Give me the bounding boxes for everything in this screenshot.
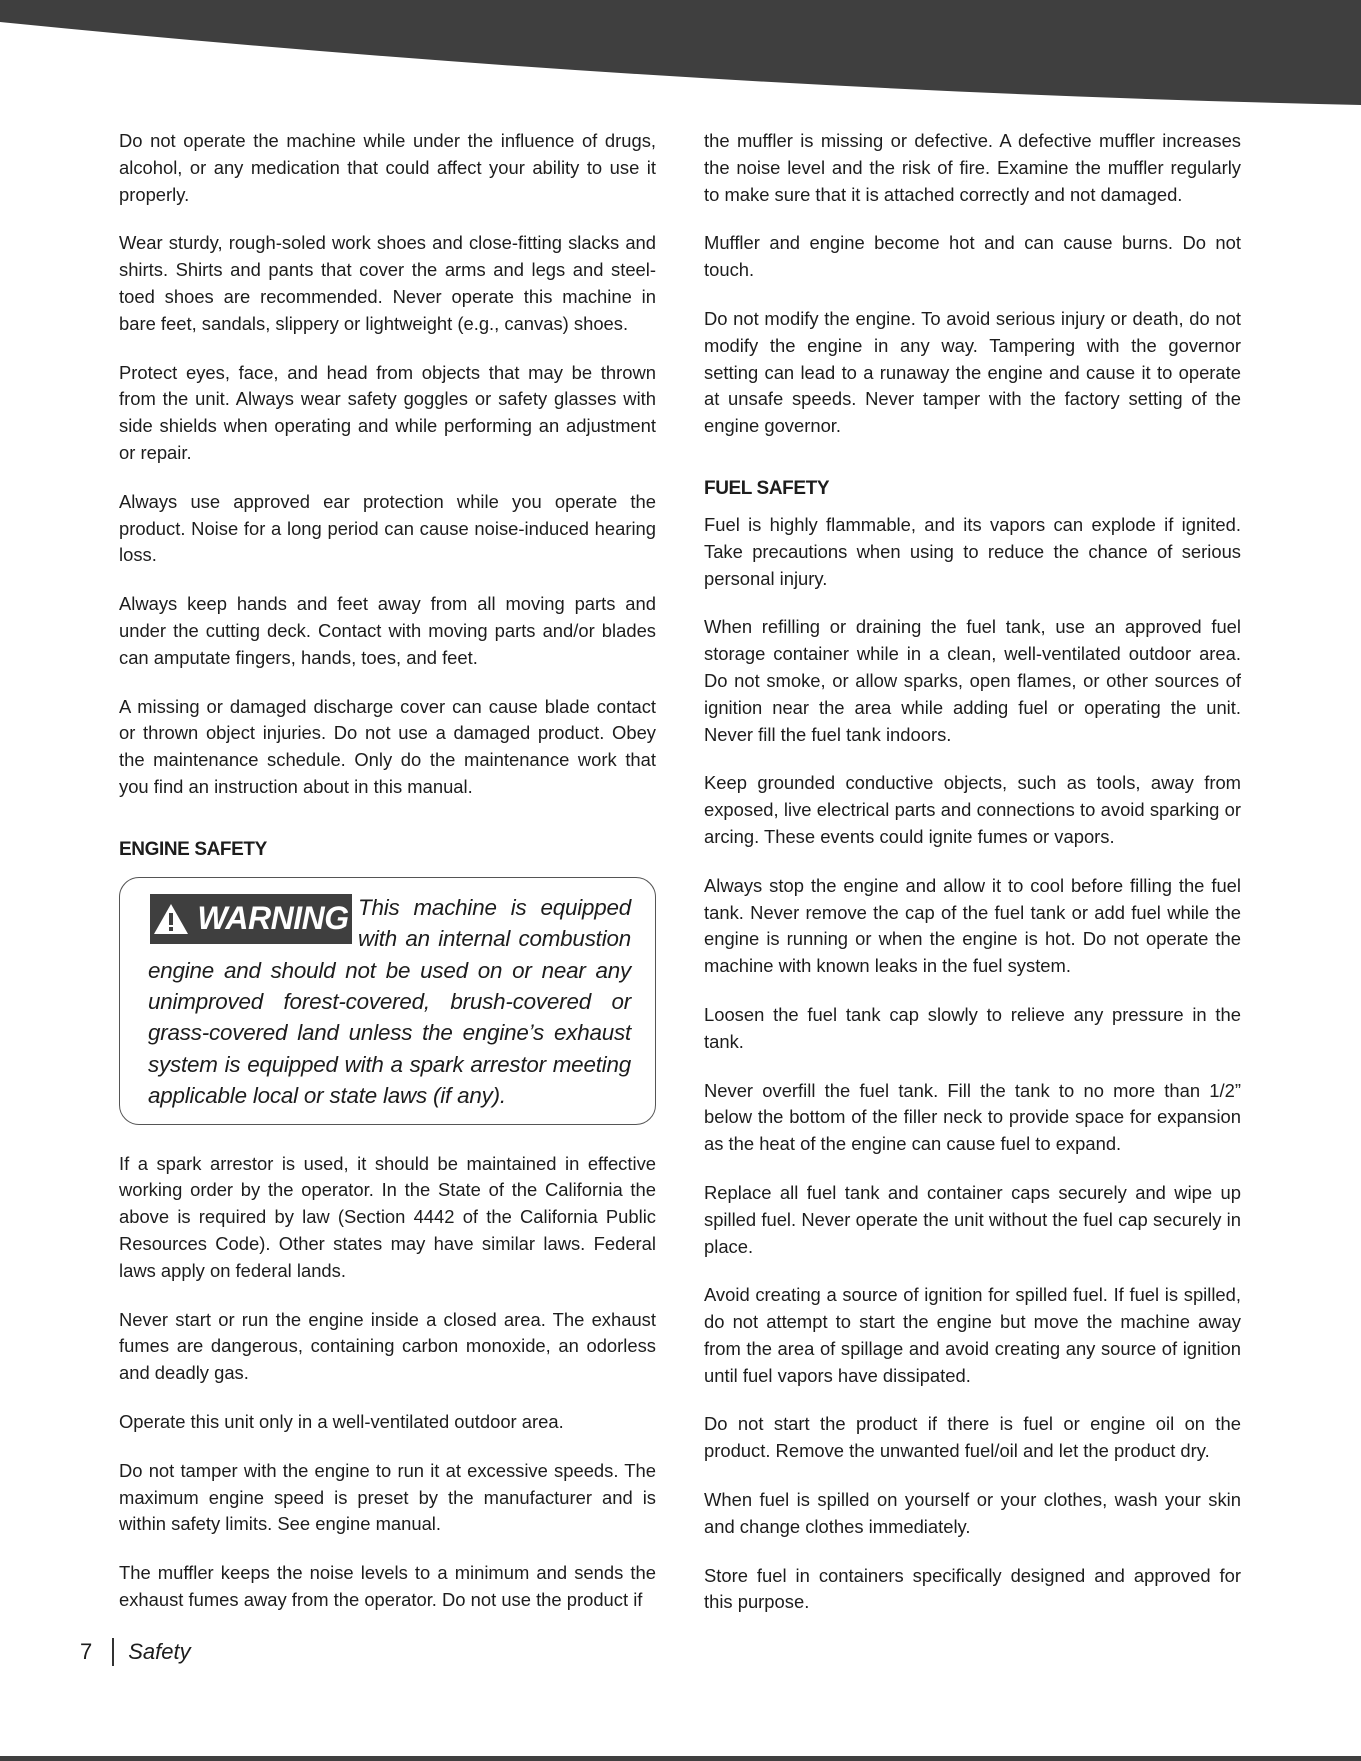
body-paragraph: the muffler is missing or defective. A defective muffler increases the noise level and the risk of fire. Examine the muffler regularly to make sure that it is attached correctly and not damaged. — [704, 130, 1241, 205]
left-column — [119, 128, 656, 1636]
body-paragraph: The muffler keeps the noise levels to a minimum and sends the exhaust fumes away from the operator. Do not use the product if — [119, 1562, 656, 1610]
warning-box — [119, 877, 656, 1125]
page-footer — [80, 1638, 191, 1666]
body-paragraph: Avoid creating a source of ignition for spilled fuel. If fuel is spilled, do not attempt to start the engine but move the machine away from the area of spillage and avoid creating any source of ignition until fuel vapors have dissipated. — [704, 1284, 1241, 1386]
body-paragraph: Fuel is highly flammable, and its vapors can explode if ignited. Take precautions when using to reduce the chance of serious personal injury. — [704, 513, 1241, 589]
body-paragraph: Protect eyes, face, and head from objects that may be thrown from the unit. Always wear safety goggles or safety glasses with side shields when operating and while performing an adjustment or repair. — [119, 361, 656, 463]
body-paragraph: Do not tamper with the engine to run it at excessive speeds. The maximum engine speed is preset by the manufacturer and is within safety limits. See engine manual. — [119, 1459, 656, 1535]
header-band — [0, 0, 1361, 110]
body-paragraph: Always use approved ear protection while you operate the product. Noise for a long period can cause noise-induced hearing loss. — [119, 490, 656, 566]
body-paragraph: Operate this unit only in a well-ventilated outdoor area. — [119, 1410, 564, 1432]
warning-text: This machine is equipped with an internal combustion engine and should not be used on or near any unimproved forest-covered, brush-covered or grass-covered land unless the engine’s exhaust system is equipped with a spark arrestor meeting applicable local or state laws (if any). — [148, 894, 631, 1109]
body-paragraph: When fuel is spilled on yourself or your clothes, wash your skin and change clothes immediately. — [704, 1489, 1241, 1537]
body-paragraph: Keep grounded conductive objects, such as tools, away from exposed, live electrical parts and connections to avoid sparking or arcing. These events could ignite fumes or vapors. — [704, 772, 1241, 847]
warning-badge-label: WARNING — [197, 900, 349, 937]
body-paragraph: Do not operate the machine while under the influence of drugs, alcohol, or any medication that could affect your ability to use it properly. — [119, 130, 656, 205]
body-paragraph: A missing or damaged discharge cover can cause blade contact or thrown object injuries. Do not use a damaged product. Obey the maintenance schedule. Only do the maintenance work that you find an instruction about in this manual. — [119, 695, 656, 797]
engine-safety-heading: ENGINE SAFETY — [119, 838, 267, 860]
right-column — [704, 128, 1241, 1638]
body-paragraph: Never start or run the engine inside a closed area. The exhaust fumes are dangerous, containing carbon monoxide, an odorless and deadly gas. — [119, 1308, 656, 1384]
body-paragraph: Always keep hands and feet away from all moving parts and under the cutting deck. Contact with moving parts and/or blades can amputate fingers, hands, toes, and feet. — [119, 593, 656, 668]
body-paragraph: Replace all fuel tank and container caps securely and wipe up spilled fuel. Never operate the unit without the fuel cap securely in place. — [704, 1181, 1241, 1257]
body-paragraph: Never overfill the fuel tank. Fill the tank to no more than 1/2” below the bottom of the filler neck to provide space for expansion as the heat of the engine can cause fuel to expand. — [704, 1079, 1241, 1155]
body-paragraph: Muffler and engine become hot and can cause burns. Do not touch. — [704, 232, 1241, 281]
body-paragraph: If a spark arrestor is used, it should be maintained in effective working order by the operator. In the State of the California the above is required by law (Section 4442 of the California Public Resources Code). Other states may have similar laws. Federal laws apply on federal lands. — [119, 1152, 656, 1281]
warning-triangle-icon — [153, 903, 189, 935]
body-paragraph: Do not modify the engine. To avoid serious injury or death, do not modify the engine in any way. Tampering with the governor setting can lead to a runaway the engine and cause it to operate at unsafe speeds. Never tamper with the factory setting of the engine governor. — [704, 307, 1241, 437]
body-paragraph: Loosen the fuel tank cap slowly to relieve any pressure in the tank. — [704, 1003, 1241, 1052]
footer-divider — [112, 1638, 114, 1666]
footer-section-title: Safety — [128, 1639, 191, 1664]
body-paragraph: When refilling or draining the fuel tank, use an approved fuel storage container while in a clean, well-ventilated outdoor area. Do not smoke, or allow sparks, open flames, or other sources of ignition near the area while adding fuel or operating the unit. Never fill the fuel tank indoors. — [704, 616, 1241, 745]
body-paragraph: Store fuel in containers specifically designed and approved for this purpose. — [704, 1564, 1241, 1613]
fuel-safety-heading: FUEL SAFETY — [704, 477, 830, 499]
body-paragraph: Do not start the product if there is fuel or engine oil on the product. Remove the unwanted fuel/oil and let the product dry. — [704, 1413, 1241, 1462]
warning-badge — [150, 894, 352, 944]
body-paragraph: Wear sturdy, rough-soled work shoes and close-fitting slacks and shirts. Shirts and pants that cover the arms and legs and steel-toed shoes are recommended. Never operate this machine in bare feet, sandals, slippery or lightweight (e.g., canvas) shoes. — [119, 232, 656, 334]
body-paragraph: Always stop the engine and allow it to cool before filling the fuel tank. Never remove the cap of the fuel tank or add fuel while the engine is running or when the engine is hot. Do not operate the machine with known leaks in the fuel system. — [704, 874, 1241, 977]
bottom-rule — [0, 1756, 1361, 1761]
page-number: 7 — [80, 1639, 93, 1664]
